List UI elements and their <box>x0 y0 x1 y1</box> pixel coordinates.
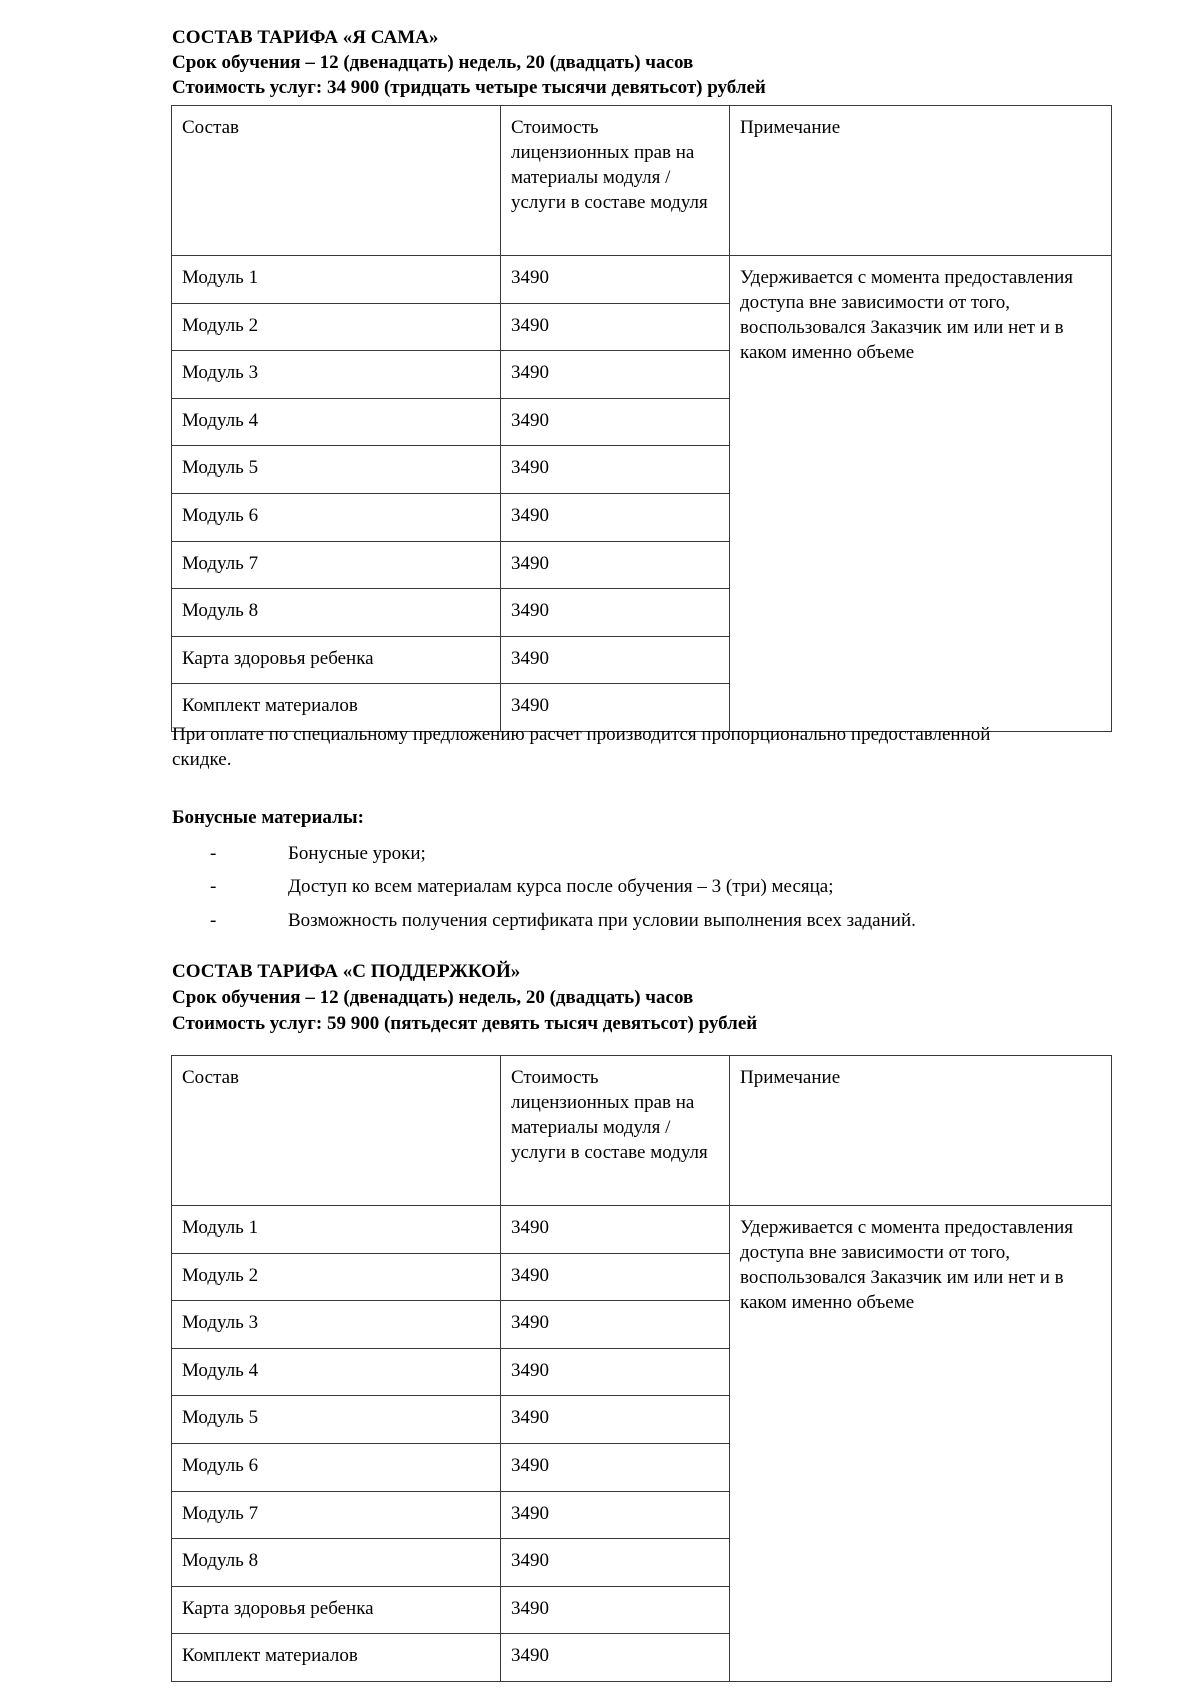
row-cost: 3490 <box>501 351 730 399</box>
tariff-1-duration: Срок обучения – 12 (двенадцать) недель, 20 (двадцать) часов <box>172 52 694 73</box>
row-cost: 3490 <box>501 1443 730 1491</box>
bonus-item-text: Возможность получения сертификата при условии выполнения всех заданий. <box>288 910 916 931</box>
row-cost: 3490 <box>501 1539 730 1587</box>
bonus-item-text: Бонусные уроки; <box>288 843 426 864</box>
row-item: Комплект материалов <box>172 1634 501 1682</box>
tariff-2-title: СОСТАВ ТАРИФА «С ПОДДЕРЖКОЙ» <box>172 961 521 982</box>
row-item: Модуль 1 <box>172 256 501 304</box>
bullet-dash: - <box>210 843 217 864</box>
row-cost: 3490 <box>501 1634 730 1682</box>
table-row <box>172 1206 1112 1254</box>
row-cost: 3490 <box>501 589 730 637</box>
header-composition: Состав <box>172 106 501 256</box>
row-cost: 3490 <box>501 398 730 446</box>
bonus-item-text: Доступ ко всем материалам курса после обучения – 3 (три) месяца; <box>288 876 834 897</box>
row-cost: 3490 <box>501 1396 730 1444</box>
row-item: Модуль 6 <box>172 1443 501 1491</box>
row-item: Модуль 4 <box>172 1348 501 1396</box>
tariff-1-price: Стоимость услуг: 34 900 (тридцать четыре тысячи девятьсот) рублей <box>172 77 766 98</box>
bonus-heading: Бонусные материалы: <box>172 807 364 828</box>
table-header-row <box>172 106 1112 256</box>
bullet-dash: - <box>210 876 217 897</box>
row-item: Комплект материалов <box>172 684 501 732</box>
row-cost: 3490 <box>501 1301 730 1349</box>
row-item: Модуль 6 <box>172 493 501 541</box>
row-cost: 3490 <box>501 303 730 351</box>
tariff-2-duration: Срок обучения – 12 (двенадцать) недель, 20 (двадцать) часов <box>172 987 694 1008</box>
header-composition: Состав <box>172 1056 501 1206</box>
row-note: Удерживается с момента предоставления доступа вне зависимости от того, воспользовался Заказчик им или нет и в каком именно объеме <box>730 1206 1112 1682</box>
row-item: Модуль 3 <box>172 1301 501 1349</box>
row-note: Удерживается с момента предоставления доступа вне зависимости от того, воспользовался Заказчик им или нет и в каком именно объеме <box>730 256 1112 732</box>
row-cost: 3490 <box>501 1586 730 1634</box>
row-cost: 3490 <box>501 256 730 304</box>
header-note: Примечание <box>730 106 1112 256</box>
tariff-1-title: СОСТАВ ТАРИФА «Я САМА» <box>172 27 439 48</box>
row-cost: 3490 <box>501 1253 730 1301</box>
row-item: Модуль 1 <box>172 1206 501 1254</box>
row-item: Карта здоровья ребенка <box>172 1586 501 1634</box>
header-cost: Стоимость лицензионных прав на материалы модуля / услуги в составе модуля <box>501 1056 730 1206</box>
row-cost: 3490 <box>501 1491 730 1539</box>
row-item: Модуль 8 <box>172 589 501 637</box>
row-item: Модуль 8 <box>172 1539 501 1587</box>
table-header-row <box>172 1056 1112 1206</box>
row-cost: 3490 <box>501 541 730 589</box>
row-item: Модуль 5 <box>172 446 501 494</box>
header-cost: Стоимость лицензионных прав на материалы модуля / услуги в составе модуля <box>501 106 730 256</box>
row-cost: 3490 <box>501 1206 730 1254</box>
row-cost: 3490 <box>501 636 730 684</box>
special-offer-note: При оплате по специальному предложению расчет производится пропорционально предоставленной скидке. <box>172 724 991 770</box>
row-item: Модуль 7 <box>172 1491 501 1539</box>
row-cost: 3490 <box>501 1348 730 1396</box>
row-item: Карта здоровья ребенка <box>172 636 501 684</box>
row-item: Модуль 3 <box>172 351 501 399</box>
row-item: Модуль 2 <box>172 303 501 351</box>
tariff-2-table <box>171 1055 1112 1682</box>
tariff-2-price: Стоимость услуг: 59 900 (пятьдесят девять тысяч девятьсот) рублей <box>172 1013 758 1034</box>
row-item: Модуль 4 <box>172 398 501 446</box>
row-item: Модуль 5 <box>172 1396 501 1444</box>
tariff-1-table <box>171 105 1112 732</box>
row-cost: 3490 <box>501 684 730 732</box>
row-item: Модуль 7 <box>172 541 501 589</box>
table-row <box>172 256 1112 304</box>
bullet-dash: - <box>210 910 217 931</box>
row-item: Модуль 2 <box>172 1253 501 1301</box>
row-cost: 3490 <box>501 493 730 541</box>
header-note: Примечание <box>730 1056 1112 1206</box>
row-cost: 3490 <box>501 446 730 494</box>
